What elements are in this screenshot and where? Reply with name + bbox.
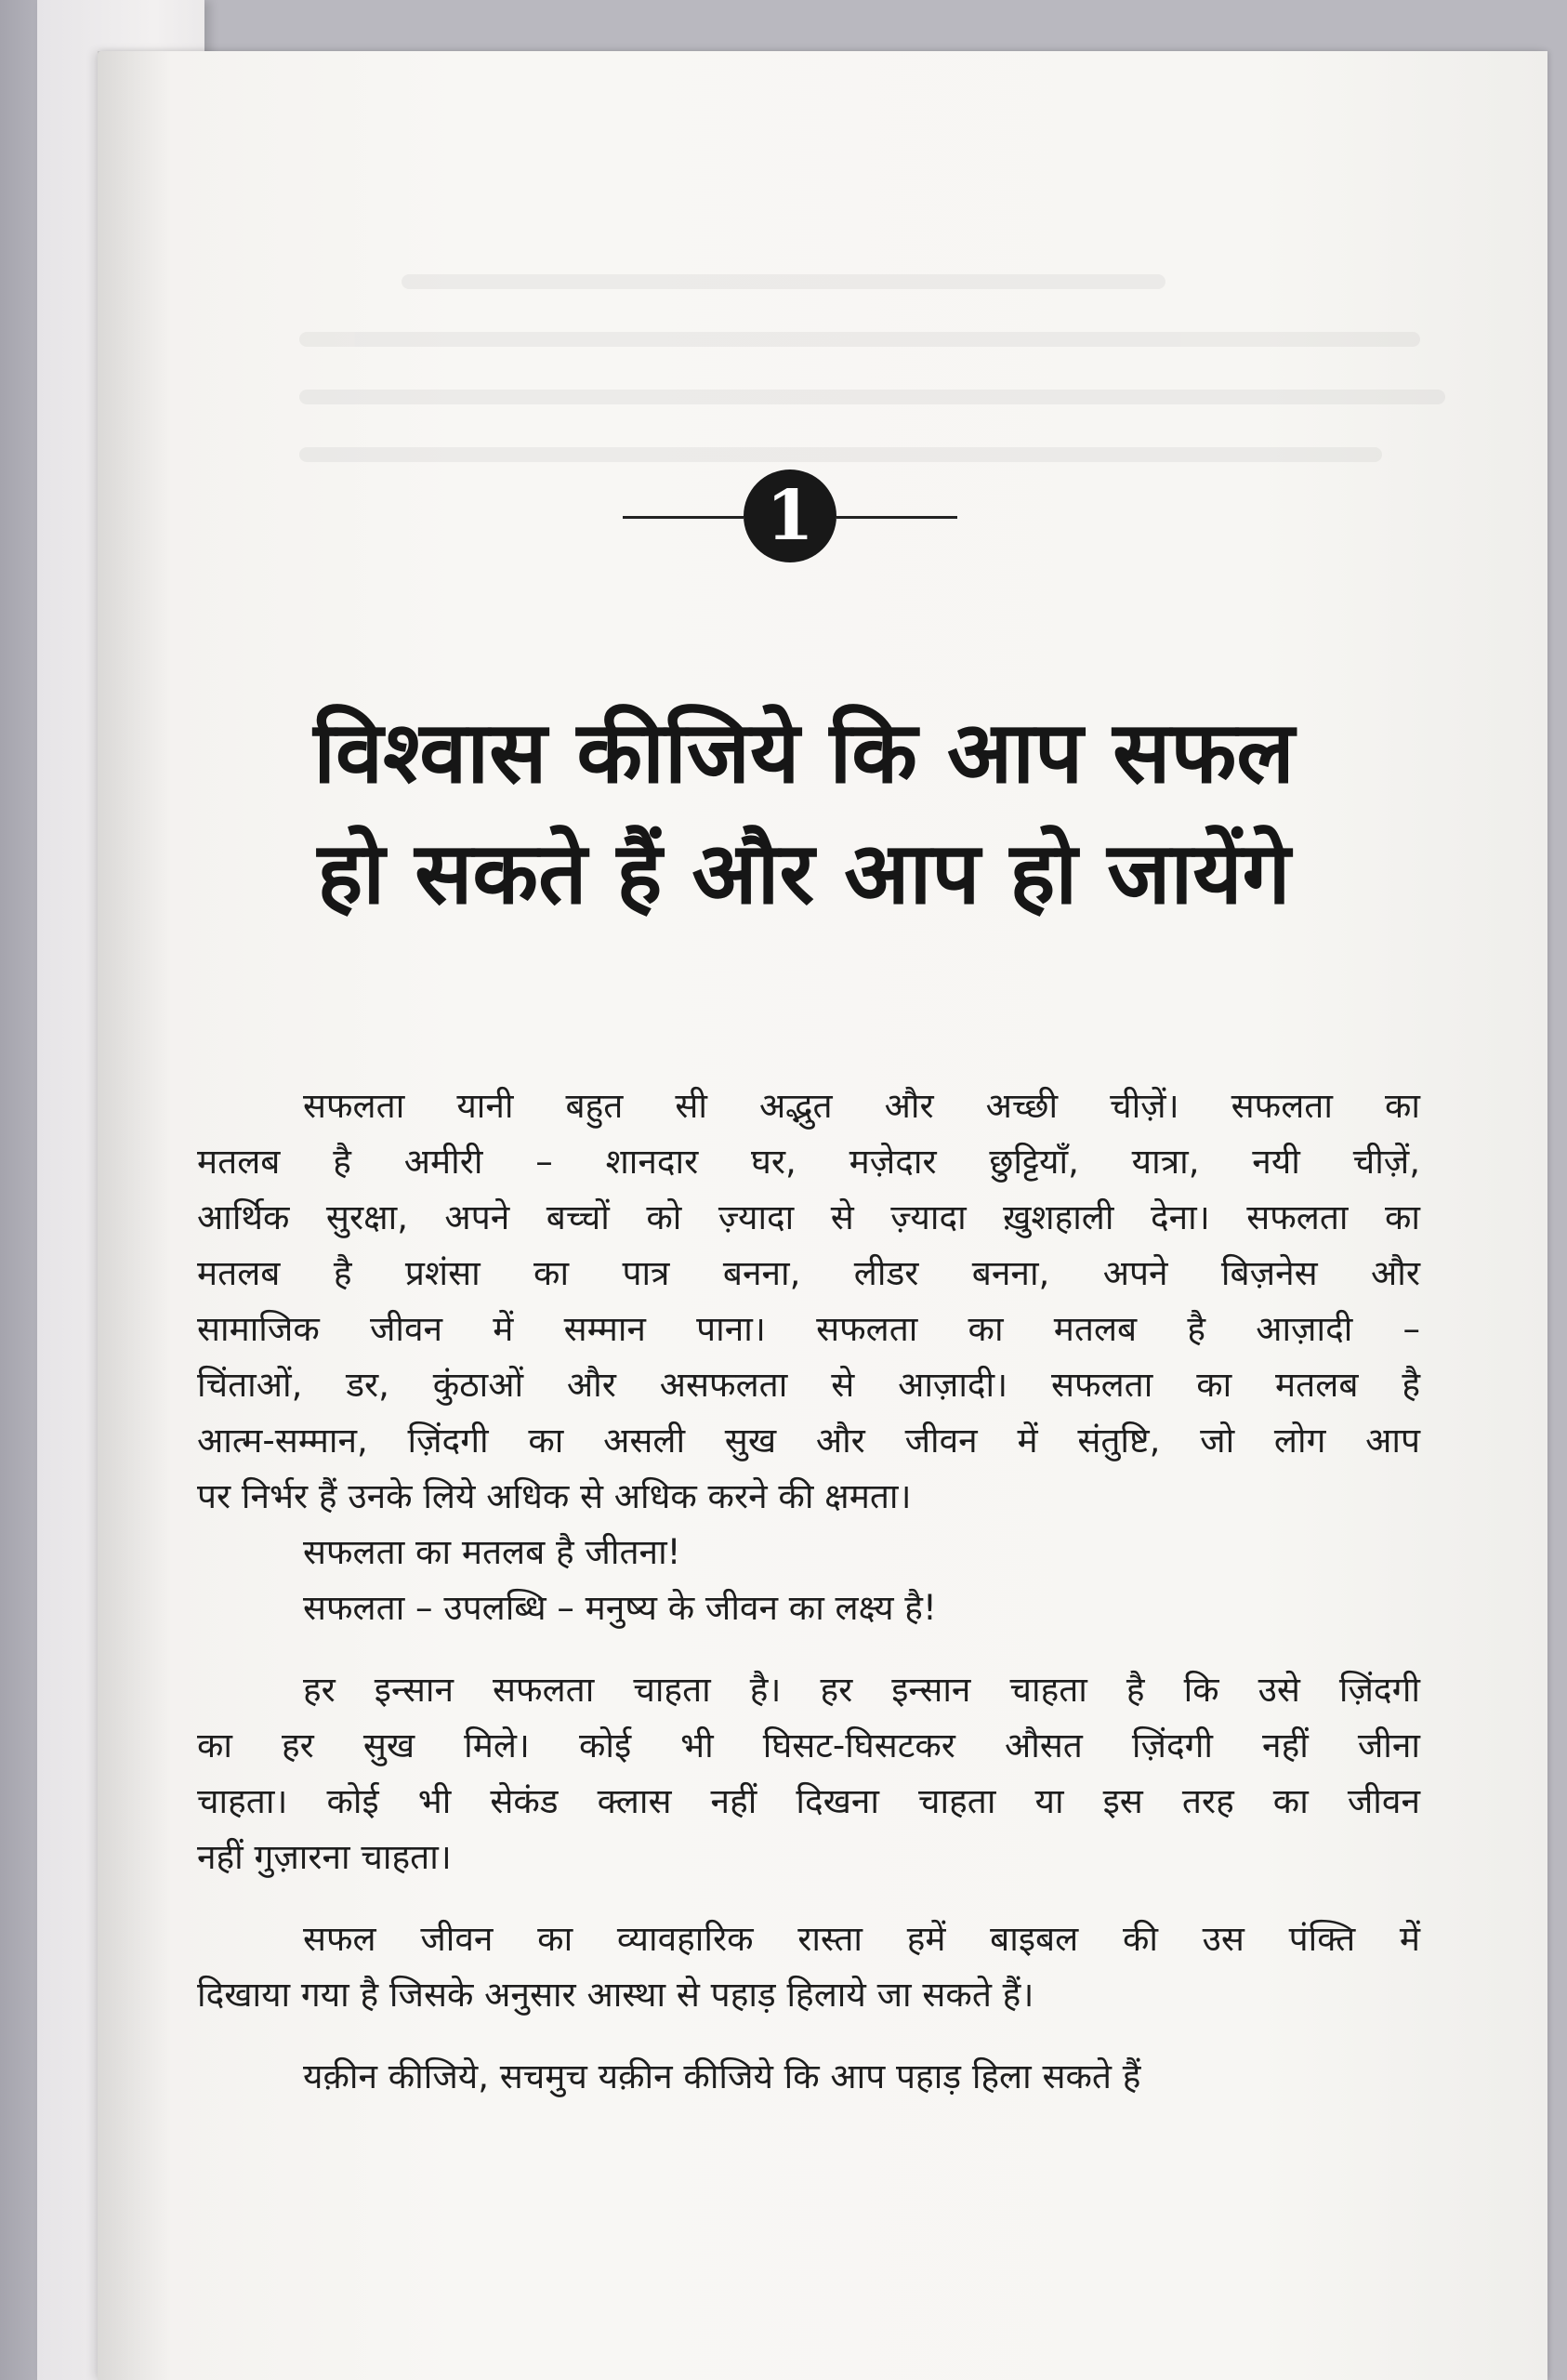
paragraph xyxy=(197,1662,1420,1885)
text-line: मतलब है प्रशंसा का पात्र बनना, लीडर बनना, अपने बिज़नेस और xyxy=(197,1253,1420,1293)
text-line: आत्म-सम्मान, ज़िंदगी का असली सुख और जीवन में संतुष्टि, जो लोग आप xyxy=(197,1421,1420,1461)
text-line: दिखाया गया है जिसके अनुसार आस्था से पहाड़ हिलाये जा सकते हैं। xyxy=(197,1975,1034,2015)
text-line: सफलता – उपलब्धि – मनुष्य के जीवन का लक्ष्य है! xyxy=(303,1588,937,1628)
text-line: पर निर्भर हैं उनके लिये अधिक से अधिक करने की क्षमता। xyxy=(197,1476,912,1516)
paragraph xyxy=(197,1078,1420,1525)
text-line: का हर सुख मिले। कोई भी घिसट-घिसटकर औसत ज़िंदगी नहीं जीना xyxy=(197,1726,1420,1765)
paragraph-gap xyxy=(197,1885,1420,1911)
text-line: आर्थिक सुरक्षा, अपने बच्चों को ज़्यादा से ज़्यादा ख़ुशहाली देना। सफलता का xyxy=(197,1197,1420,1237)
chapter-rule-right xyxy=(836,516,957,519)
text-line: चिंताओं, डर, कुंठाओं और असफलता से आज़ादी। सफलता का मतलब है xyxy=(197,1365,1420,1405)
paragraph xyxy=(197,1580,1420,1636)
text-line: मतलब है अमीरी – शानदार घर, मज़ेदार छुट्टियाँ, यात्रा, नयी चीज़ें, xyxy=(197,1142,1420,1182)
paragraph-gap xyxy=(197,1636,1420,1662)
paragraph xyxy=(197,2049,1420,2105)
chapter-title xyxy=(167,693,1441,934)
text-line: यक़ीन कीजिये, सचमुच यक़ीन कीजिये कि आप पहाड़ हिला सकते हैं xyxy=(303,2056,1141,2096)
body-text xyxy=(197,1078,1420,2105)
chapter-title-line: विश्वास कीजिये कि आप सफल xyxy=(313,703,1295,802)
chapter-rule-left xyxy=(623,516,744,519)
text-line: चाहता। कोई भी सेकंड क्लास नहीं दिखना चाहता या इस तरह का जीवन xyxy=(197,1781,1420,1821)
spine-shadow xyxy=(98,51,172,2380)
text-line: सफलता यानी बहुत सी अद्भुत और अच्छी चीज़ें। सफलता का xyxy=(303,1086,1420,1126)
chapter-number: 1 xyxy=(744,469,836,562)
text-line: सामाजिक जीवन में सम्मान पाना। सफलता का मतलब है आज़ादी – xyxy=(197,1309,1420,1349)
paragraph xyxy=(197,1911,1420,2023)
chapter-marker xyxy=(623,469,957,562)
text-line: सफल जीवन का व्यावहारिक रास्ता हमें बाइबल की उस पंक्ति में xyxy=(303,1919,1420,1959)
text-line: सफलता का मतलब है जीतना! xyxy=(303,1532,681,1572)
text-line: नहीं गुज़ारना चाहता। xyxy=(197,1837,452,1877)
paragraph xyxy=(197,1525,1420,1580)
chapter-title-line: हो सकते हैं और आप हो जायेंगे xyxy=(317,824,1291,923)
text-line: हर इन्सान सफलता चाहता है। हर इन्सान चाहता है कि उसे ज़िंदगी xyxy=(303,1670,1420,1710)
paragraph-gap xyxy=(197,2023,1420,2049)
